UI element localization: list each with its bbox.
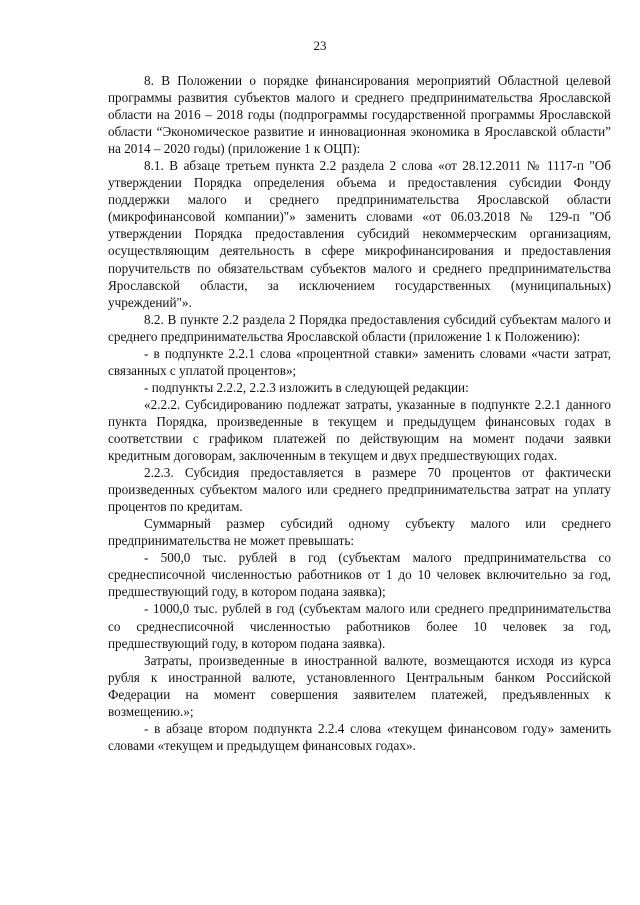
paragraph-section-8: 8. В Положении о порядке финансирования мероприятий Областной целевой программы развития субъектов малого и среднего предпринимательства Ярославской области на 2016 – 2018 годы (подпрограммы государственной программы Ярославской области “Экономическое развитие и инновационная экономика в Ярославской области” на 2014 – 2020 годы) (приложение 1 к ОЦП):	[108, 73, 611, 157]
paragraph-foreign-currency: Затраты, произведенные в иностранной валюте, возмещаются исходя из курса рубля к иностранной валюте, установленного Центральным банком Российской Федерации на момент совершения заявителем платежей, предъявленных к возмещению.»;	[108, 652, 611, 719]
paragraph-subsidy-limit: Суммарный размер субсидий одному субъекту малого или среднего предпринимательства не может превышать:	[108, 516, 611, 549]
paragraph-2-2-4: - в абзаце втором подпункта 2.2.4 слова «текущем финансовом году» заменить словами «текущем и предыдущем финансовых годах».	[108, 720, 611, 753]
paragraph-limit-1000: - 1000,0 тыс. рублей в год (субъектам малого или среднего предпринимательства со среднесписочной численностью работников более 10 человек за год, предшествующий году, в котором подана заявка).	[108, 601, 611, 651]
paragraph-2-2-3: 2.2.3. Субсидия предоставляется в размере 70 процентов от фактически произведенных субъектом малого или среднего предпринимательства затрат на уплату процентов по кредитам.	[108, 465, 611, 515]
paragraph-8-1: 8.1. В абзаце третьем пункта 2.2 раздела 2 слова «от 28.12.2011 № 1117-п "Об утверждении Порядка определения объема и предоставления субсидии Фонду поддержки малого и среднего предпринимательства Ярославской области (микрофинансовой компании)"» заменить словами «от 06.03.2018 № 129-п "Об утверждении Порядка предоставления субсидий некоммерческим организациям, осуществляющим деятельность в сфере микрофинансирования и предоставления поручительств по обязательствам субъектов малого и среднего предпринимательства Ярославской области, за исключением государственных (муниципальных) учреждений"».	[108, 158, 611, 310]
paragraph-bullet-2-2-1: - в подпункте 2.2.1 слова «процентной ставки» заменить словами «части затрат, связанных с уплатой процентов»;	[108, 345, 611, 378]
paragraph-limit-500: - 500,0 тыс. рублей в год (субъектам малого предпринимательства со среднесписочной численностью работников от 1 до 10 человек включительно за год, предшествующий году, в котором подана заявка);	[108, 550, 611, 600]
document-body	[108, 72, 611, 754]
paragraph-2-2-2: «2.2.2. Субсидированию подлежат затраты, указанные в подпункте 2.2.1 данного пункта Порядка, произведенные в текущем и предыдущем финансовых годах в соответствии с графиком платежей по действующим на момент подачи заявки кредитным договорам, заключенным в текущем и двух предшествующих годах.	[108, 396, 611, 464]
paragraph-8-2: 8.2. В пункте 2.2 раздела 2 Порядка предоставления субсидий субъектам малого и среднего предпринимательства Ярославской области (приложение 1 к Положению):	[108, 311, 611, 344]
paragraph-bullet-new-edition: - подпункты 2.2.2, 2.2.3 изложить в следующей редакции:	[144, 379, 469, 395]
page-number: 23	[313, 38, 327, 53]
